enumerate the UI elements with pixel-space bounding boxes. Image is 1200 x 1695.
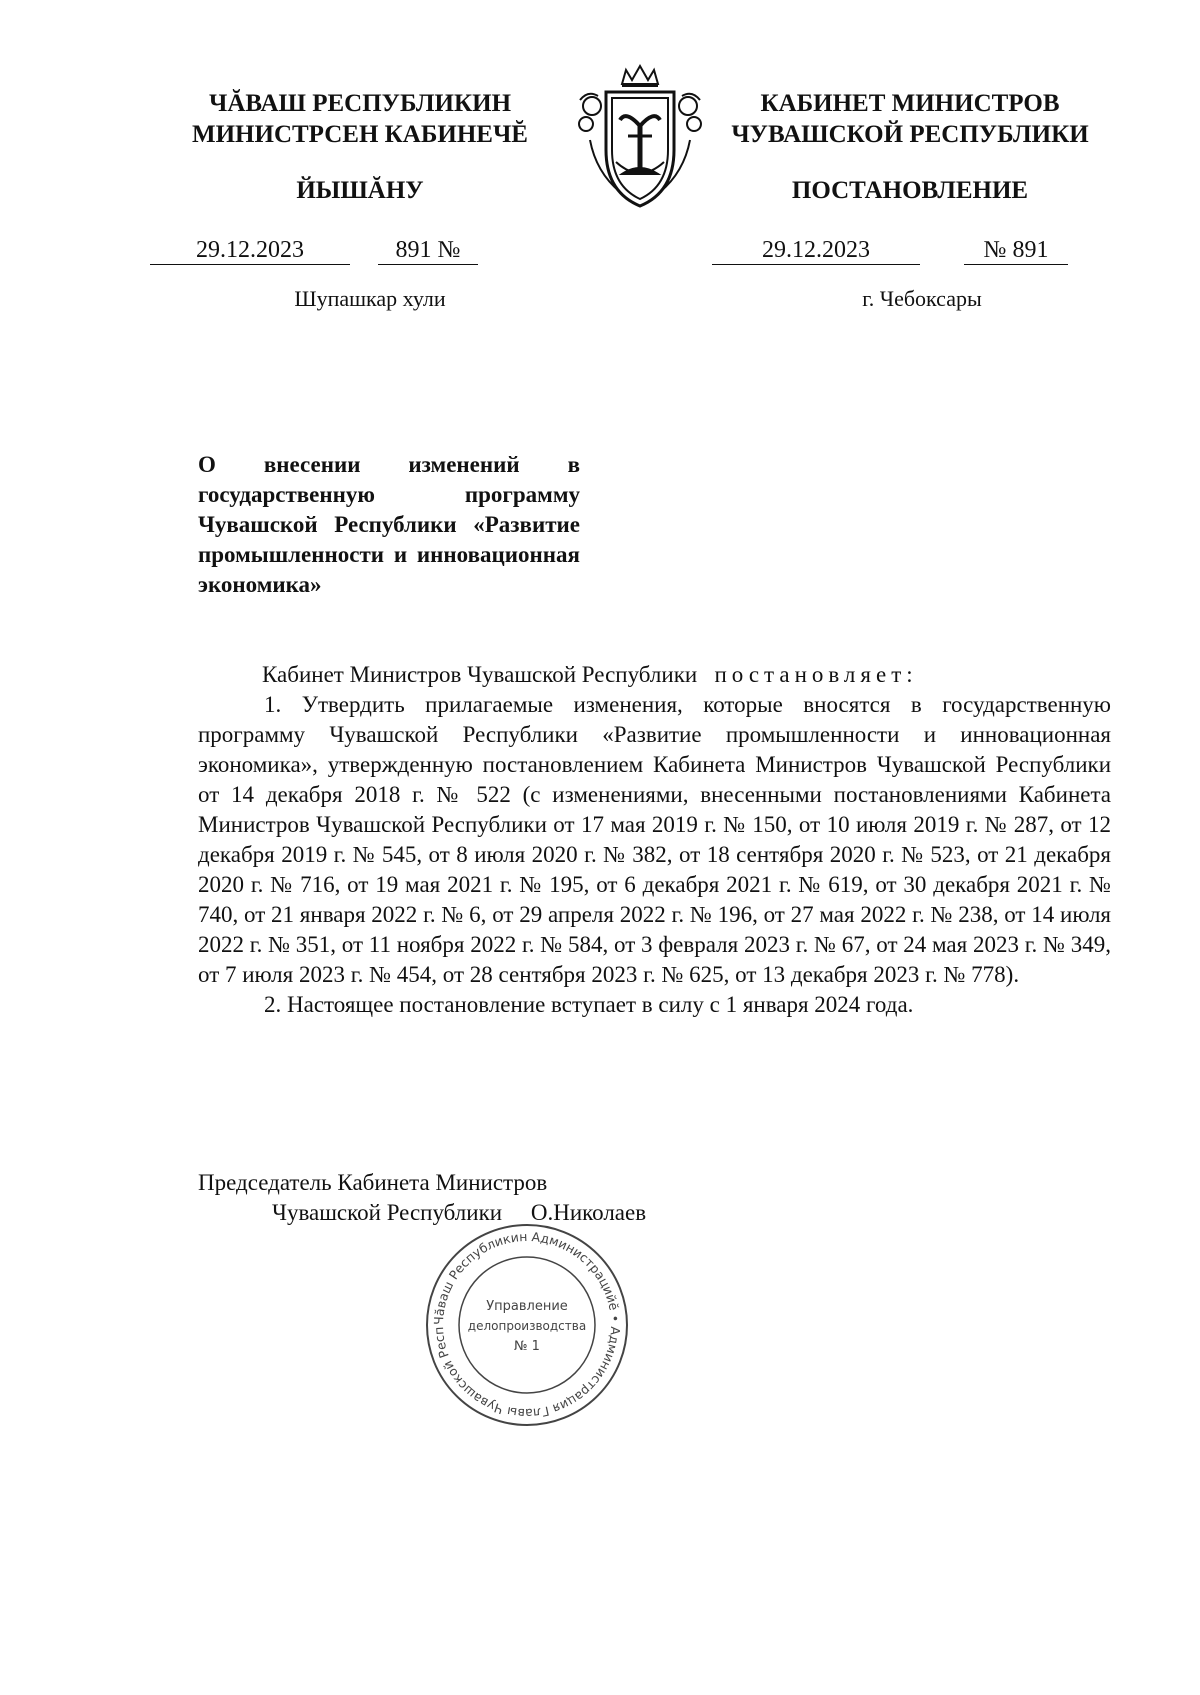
right-number: № 891 (964, 236, 1068, 265)
item-1: 1. Утвердить прилагаемые изменения, которые вносятся в государственную программу Чувашской Республики «Развитие промышленности и инновационная экономика», утвержденную постановлением Кабинета Министров Чувашской Республики от 14 декабря 2018 г. № 522 (с изменениями, внесенными постановлениями Кабинета Министров Чувашской Республики от 17 мая 2019 г. № 150, от 10 июля 2019 г. № 287, от 12 декабря 2019 г. № 545, от 8 июля 2020 г. № 382, от 18 сентября 2020 г. № 523, от 21 декабря 2020 г. № 716, от 19 мая 2021 г. № 195, от 6 декабря 2021 г. № 619, от 30 декабря 2021 г. № 740, от 21 января 2022 г. № 6, от 29 апреля 2022 г. № 196, от 27 мая 2022 г. № 238, от 14 июля 2022 г. № 351, от 11 ноября 2022 г. № 584, от 3 февраля 2023 г. № 67, от 24 мая 2023 г. № 349, от 7 июля 2023 г. № 454, от 28 сентября 2023 г. № 625, от 13 декабря 2023 г. № 778). (198, 692, 1111, 987)
stamp-inner-line2: делопроизводства (467, 1319, 587, 1333)
coat-of-arms-icon (570, 62, 710, 212)
header-left-line2: МИНИСТРСЕН КАБИНЕЧĔ (192, 121, 528, 148)
official-stamp (422, 1220, 632, 1430)
signature-line2: Чувашской Республики (272, 1200, 503, 1225)
place-right: г. Чебоксары (862, 286, 982, 311)
header-left (150, 88, 570, 206)
header-left-doctype: ЙЫШĂНУ (296, 177, 424, 204)
date-row-left (150, 236, 478, 265)
stamp-inner-line1: Управление (486, 1299, 568, 1314)
intro-verb: постановляет: (714, 662, 918, 687)
header-right (700, 88, 1120, 206)
signature-name: О.Николаев (530, 1200, 647, 1225)
header-right-line2: ЧУВАШСКОЙ РЕСПУБЛИКИ (731, 121, 1089, 148)
signature-block (198, 1168, 898, 1228)
left-number: 891 № (378, 236, 478, 265)
document-body (198, 660, 1111, 1020)
stamp-outer-text: Чăваш Республикин Администрацийĕ • Администрация Главы Чувашской Респ (430, 1228, 624, 1422)
intro-paragraph (198, 660, 1111, 690)
right-date: 29.12.2023 (712, 236, 920, 265)
document-title: О внесении изменений в государственную программу Чувашской Республики «Развитие промышленности и инновационная экономика» (198, 452, 580, 597)
signature-line1: Председатель Кабинета Министров (198, 1170, 548, 1195)
header-right-line1: КАБИНЕТ МИНИСТРОВ (760, 90, 1060, 117)
header-right-doctype: ПОСТАНОВЛЕНИЕ (791, 177, 1029, 204)
place-left: Шупашкар хули (294, 286, 446, 311)
left-date: 29.12.2023 (150, 236, 350, 265)
item-2: 2. Настоящее постановление вступает в силу с 1 января 2024 года. (264, 992, 914, 1017)
header-left-line1: ЧĂВАШ РЕСПУБЛИКИН (208, 90, 512, 117)
intro-prefix: Кабинет Министров Чувашской Республики (262, 662, 698, 687)
stamp-inner-line3: № 1 (514, 1339, 540, 1354)
date-row-right (712, 236, 1068, 265)
